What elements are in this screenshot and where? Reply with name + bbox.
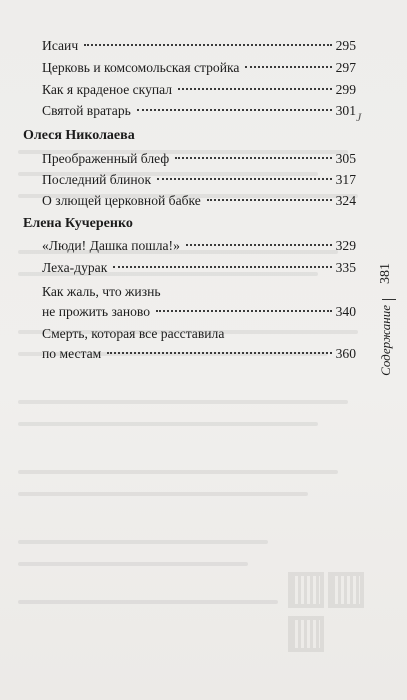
vertical-running-head	[378, 205, 400, 405]
entry-title-line1: Смерть, которая все расставила	[42, 326, 225, 341]
entry-page: 335	[335, 260, 356, 275]
dot-leader	[186, 244, 332, 246]
dot-leader	[156, 310, 332, 312]
dot-leader	[178, 88, 332, 90]
entry-title: Исаич	[42, 38, 79, 53]
toc-entry	[42, 151, 356, 173]
author-heading: Олеся Николаева	[23, 128, 135, 143]
toc-entry	[42, 193, 356, 215]
entry-title: О злющей церковной бабке	[42, 193, 201, 208]
entry-page: 360	[335, 346, 356, 361]
toc-entry	[42, 238, 356, 260]
margin-mark: J	[356, 110, 362, 124]
entry-title: «Люди! Дашка пошла!»	[42, 238, 180, 253]
dot-leader	[245, 66, 331, 68]
entry-page: 324	[335, 193, 356, 208]
entry-title: Последний блинок	[42, 172, 152, 187]
toc-entry	[42, 260, 356, 282]
entry-title: Как я краденое скупал	[42, 82, 173, 97]
page-number: 381	[378, 263, 393, 284]
entry-page: 295	[335, 38, 356, 53]
entry-page: 301	[335, 103, 356, 118]
toc-entry	[42, 172, 356, 194]
entry-title: не прожить заново	[42, 304, 151, 319]
entry-title: Церковь и комсомольская стройка	[42, 60, 240, 75]
toc-entry	[42, 326, 356, 368]
entry-title: Леха-дурак	[42, 260, 108, 275]
entry-title: Святой вратарь	[42, 103, 131, 118]
dot-leader	[207, 199, 332, 201]
entry-title: по местам	[42, 346, 102, 361]
entry-page: 297	[335, 60, 356, 75]
entry-page: 305	[335, 151, 356, 166]
toc-entry	[42, 82, 356, 104]
entry-page: 329	[335, 238, 356, 253]
running-head-title: Содержание	[378, 305, 393, 376]
dot-leader	[113, 266, 331, 268]
divider	[382, 299, 396, 300]
entry-title-line1: Как жаль, что жизнь	[42, 284, 161, 299]
entry-page: 299	[335, 82, 356, 97]
toc-entry	[42, 103, 356, 125]
dot-leader	[107, 352, 331, 354]
dot-leader	[84, 44, 331, 46]
entry-page: 317	[335, 172, 356, 187]
toc-entry	[42, 38, 356, 60]
toc-entry	[42, 284, 356, 326]
entry-title: Преображенный блеф	[42, 151, 170, 166]
entry-page: 340	[335, 304, 356, 319]
dot-leader	[175, 157, 331, 159]
dot-leader	[137, 109, 332, 111]
author-heading: Елена Кучеренко	[23, 216, 133, 231]
toc-entry	[42, 60, 356, 82]
dot-leader	[157, 178, 332, 180]
